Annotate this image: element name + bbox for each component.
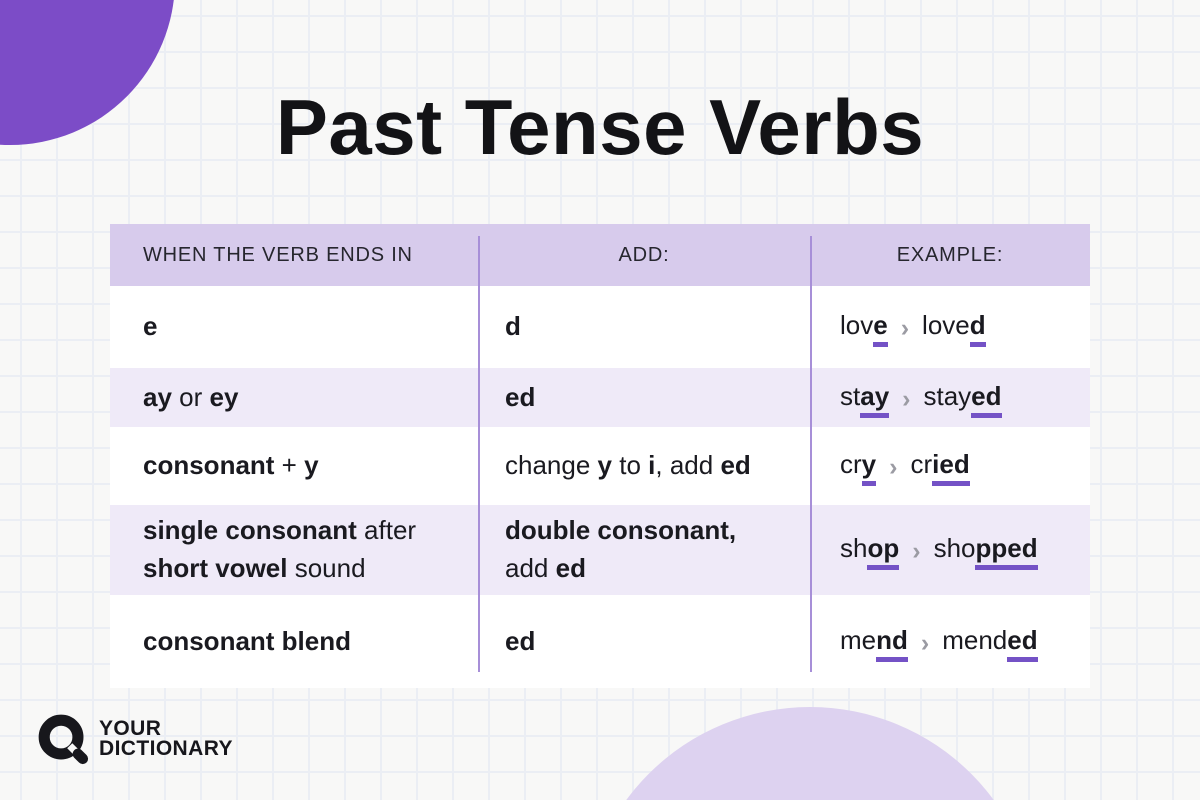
text-run: single consonant [143,515,357,546]
cell-add [478,427,810,505]
example-from-word [840,378,889,416]
cell-add [478,595,810,688]
example-from-word [840,446,876,484]
text-run: ed [505,381,536,412]
text-run: cr [840,449,862,480]
decor-circle-bottom-right [582,707,1038,800]
cell-ending [110,427,478,505]
text-run: st [840,380,861,411]
text-run: or [171,381,210,412]
text-run: sho [933,533,976,564]
cell-ending [110,286,478,368]
highlighted-suffix: d [970,310,986,347]
cell-ending [110,505,478,595]
add-text [505,623,535,661]
text-run: ed [720,450,751,481]
cell-ending [110,595,478,688]
chevron-right-icon: › [912,537,921,566]
text-run: consonant blend [143,625,351,656]
text-run: y [597,450,612,481]
ending-text [143,308,157,346]
page-title: Past Tense Verbs [275,83,925,171]
cell-ending [110,368,478,427]
add-text [505,512,736,587]
highlighted-suffix: ay [860,381,889,418]
example-pair [840,622,1038,661]
text-run: ed [505,625,536,656]
example-pair [840,307,986,346]
text-run: after [356,515,417,546]
cell-add [478,286,810,368]
table-row [110,595,1090,688]
example-pair [840,378,1002,417]
highlighted-suffix: op [867,533,899,570]
ending-text [143,379,238,417]
column-divider [810,236,812,672]
text-run: short vowel [143,553,288,583]
example-from-word [840,530,899,568]
highlighted-suffix: e [873,310,887,347]
table-row [110,505,1090,595]
table-row [110,286,1090,368]
text-run: e [143,311,158,342]
ending-text [143,447,319,485]
example-to-word [922,307,986,345]
example-pair [840,530,1038,569]
chevron-right-icon: › [900,314,910,343]
text-run: sound [287,553,366,583]
text-run: change [505,450,598,481]
example-pair [840,446,970,485]
example-to-word [934,530,1038,568]
text-run: add [505,553,556,583]
chevron-right-icon: › [889,453,898,482]
cell-example [810,286,1090,368]
text-run: double consonant, [505,515,737,546]
logo-text [99,719,233,759]
example-from-word [840,307,888,345]
add-text [505,379,535,417]
text-run: mend [942,624,1008,655]
text-run: ed [555,553,586,583]
text-run: i [648,450,656,481]
text-run: lov [840,310,874,341]
text-run: cr [910,449,933,480]
highlighted-suffix: ed [1007,625,1037,662]
highlighted-suffix: pped [975,533,1037,570]
header-cell-example: EXAMPLE: [896,243,1004,266]
example-to-word [942,622,1037,660]
magnifier-icon [36,712,90,766]
cell-add [478,505,810,595]
cell-example [810,505,1090,595]
text-run: to [612,450,649,481]
highlighted-suffix: ed [971,381,1001,418]
cell-example [810,427,1090,505]
highlighted-suffix: ied [932,449,970,486]
rules-table [110,224,1090,688]
table-row [110,427,1090,505]
column-divider [478,236,480,672]
ending-text [143,623,351,661]
chevron-right-icon: › [902,384,911,413]
text-run: + [274,450,305,481]
example-to-word [910,446,969,484]
cell-example [810,595,1090,688]
text-run: me [840,624,877,655]
text-run: consonant [143,450,275,481]
text-run: love [922,310,970,341]
ending-text [143,512,416,587]
text-run: , add [655,450,721,481]
cell-example [810,368,1090,427]
highlighted-suffix: nd [876,625,908,662]
text-run: d [505,311,521,342]
text-run: ey [209,381,239,412]
cell-add [478,368,810,427]
chevron-right-icon: › [920,628,930,657]
table-header-row [110,224,1090,286]
example-from-word [840,622,908,660]
add-text [505,447,751,485]
highlighted-suffix: y [862,449,876,486]
table-row [110,368,1090,427]
logo-line-dictionary: DICTIONARY [99,737,233,760]
text-run: y [304,450,319,481]
yourdictionary-logo [36,712,233,766]
text-run: sh [840,533,868,564]
logo-line-your: YOUR [99,717,162,741]
add-text [505,308,521,346]
header-cell-ending: WHEN THE VERB ENDS IN [143,243,413,266]
text-run: ay [143,381,172,412]
text-run: stay [923,380,972,411]
header-cell-add: ADD: [618,243,670,266]
example-to-word [923,378,1001,416]
